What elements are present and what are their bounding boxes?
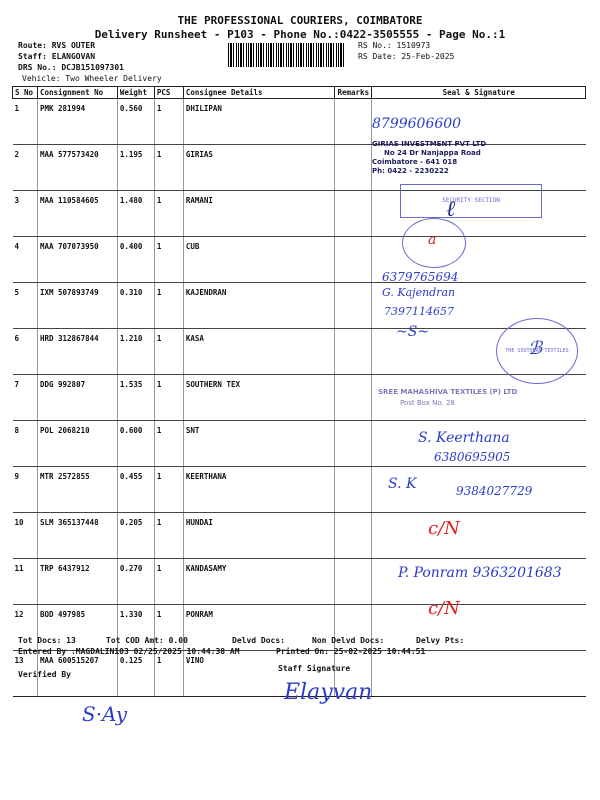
stamp-snt: SREE MAHASHIVA TEXTILES (P) LTD bbox=[378, 388, 518, 396]
cell-consignee: KEERTHANA bbox=[183, 467, 335, 513]
cell-consignee: KASA bbox=[183, 329, 335, 375]
signature-9-name: S. Keerthana bbox=[418, 430, 510, 446]
header-signature: Seal & Signature bbox=[372, 87, 586, 99]
cell-consignee: SNT bbox=[183, 421, 335, 467]
cell-consignment: DDG 992807 bbox=[37, 375, 117, 421]
signature-13: c/N bbox=[428, 598, 460, 619]
signature-7: ℬ bbox=[528, 338, 543, 359]
cell-sno: 9 bbox=[13, 467, 38, 513]
drs-no: DRS No.: DCJB151097301 bbox=[18, 63, 124, 72]
table-row bbox=[13, 99, 586, 145]
tot-cod: Tot COD Amt: 0.00 bbox=[106, 636, 188, 645]
cell-signature bbox=[372, 375, 586, 421]
rs-date: RS Date: 25-Feb-2025 bbox=[358, 52, 455, 61]
header-remarks: Remarks bbox=[335, 87, 372, 99]
cell-sno: 13 bbox=[13, 651, 38, 697]
header-weight: Weight bbox=[117, 87, 154, 99]
cell-sno: 8 bbox=[13, 421, 38, 467]
signature-3: ℓ bbox=[446, 197, 456, 222]
cell-consignment: IXM 507893749 bbox=[37, 283, 117, 329]
cell-consignment: MAA 600515207 bbox=[37, 651, 117, 697]
cell-consignment: TRP 6437912 bbox=[37, 559, 117, 605]
cell-pcs: 1 bbox=[154, 329, 183, 375]
signature-5-name: G. Kajendran bbox=[382, 286, 456, 299]
header-consignment: Consignment No bbox=[37, 87, 117, 99]
cell-pcs: 1 bbox=[154, 651, 183, 697]
cell-weight: 0.125 bbox=[117, 651, 154, 697]
cell-weight: 1.480 bbox=[117, 191, 154, 237]
header-pcs: PCS bbox=[154, 87, 183, 99]
cell-signature bbox=[372, 605, 586, 651]
signature-1: 8799606600 bbox=[372, 116, 462, 132]
table-row bbox=[13, 605, 586, 651]
signature-5-phone: 6379765694 bbox=[382, 270, 459, 284]
cell-weight: 1.210 bbox=[117, 329, 154, 375]
cell-remarks bbox=[335, 99, 372, 145]
cell-consignee: KANDASAMY bbox=[183, 559, 335, 605]
signature-11: c/N bbox=[428, 518, 460, 539]
cell-consignment: MAA 577573420 bbox=[37, 145, 117, 191]
cell-sno: 3 bbox=[13, 191, 38, 237]
cell-weight: 0.560 bbox=[117, 99, 154, 145]
printed-on: Printed On: 25-02-2025 10:44:51 bbox=[276, 647, 426, 656]
staff-signature-label: Staff Signature bbox=[278, 664, 351, 673]
signature-6-mark: ~S~ bbox=[396, 324, 430, 340]
cell-consignment: POL 2068210 bbox=[37, 421, 117, 467]
cell-pcs: 1 bbox=[154, 467, 183, 513]
table-header-row bbox=[13, 87, 586, 99]
cell-remarks bbox=[335, 145, 372, 191]
cell-remarks bbox=[335, 191, 372, 237]
signature-10-phone: 9384027729 bbox=[456, 484, 533, 498]
cell-consignee: VINO bbox=[183, 651, 335, 697]
cell-consignment: BOD 497985 bbox=[37, 605, 117, 651]
company-title: THE PROFESSIONAL COURIERS, COIMBATORE bbox=[177, 14, 423, 27]
cell-remarks bbox=[335, 559, 372, 605]
cell-sno: 1 bbox=[13, 99, 38, 145]
barcode bbox=[228, 43, 346, 67]
signature-4: a bbox=[428, 232, 437, 248]
signature-10-mark: S. K bbox=[388, 476, 417, 492]
cell-consignee: GIRIAS bbox=[183, 145, 335, 191]
staff: Staff: ELANGOVAN bbox=[18, 52, 96, 61]
round-stamp-southern: THE SOUTHERN TEXTILES bbox=[496, 318, 578, 384]
cell-remarks bbox=[335, 329, 372, 375]
cell-sno: 2 bbox=[13, 145, 38, 191]
table-row bbox=[13, 375, 586, 421]
header-sno: S No bbox=[13, 87, 38, 99]
cell-sno: 11 bbox=[13, 559, 38, 605]
cell-consignment: MAA 707073950 bbox=[37, 237, 117, 283]
cell-consignment: PMK 281994 bbox=[37, 99, 117, 145]
cell-pcs: 1 bbox=[154, 421, 183, 467]
table-row bbox=[13, 283, 586, 329]
cell-pcs: 1 bbox=[154, 605, 183, 651]
stamp-girias-line1: GIRIAS INVESTMENT PVT LTD bbox=[372, 140, 487, 148]
cell-weight: 1.535 bbox=[117, 375, 154, 421]
cell-sno: 7 bbox=[13, 375, 38, 421]
stamp-girias-line2: No 24 Dr Nanjappa Road bbox=[384, 149, 481, 157]
cell-consignee: CUB bbox=[183, 237, 335, 283]
cell-signature bbox=[372, 513, 586, 559]
tot-docs: Tot Docs: 13 bbox=[18, 636, 76, 645]
signature-9-phone: 6380695905 bbox=[434, 450, 511, 464]
cell-weight: 1.195 bbox=[117, 145, 154, 191]
cell-consignment: MTR 2572855 bbox=[37, 467, 117, 513]
cell-weight: 0.310 bbox=[117, 283, 154, 329]
cell-pcs: 1 bbox=[154, 283, 183, 329]
cell-pcs: 1 bbox=[154, 237, 183, 283]
security-stamp: SECURITY SECTION bbox=[400, 184, 542, 218]
delvd-docs: Delvd Docs: bbox=[232, 636, 285, 645]
entered-by: Entered By :MAGDALIN103 02/25/2025 10:44:38 AM bbox=[18, 647, 240, 656]
cell-remarks bbox=[335, 513, 372, 559]
cell-remarks bbox=[335, 421, 372, 467]
cell-signature bbox=[372, 651, 586, 697]
cell-consignee: PONRAM bbox=[183, 605, 335, 651]
cell-sno: 12 bbox=[13, 605, 38, 651]
cell-consignee: SOUTHERN TEX bbox=[183, 375, 335, 421]
cell-weight: 0.455 bbox=[117, 467, 154, 513]
cell-weight: 0.400 bbox=[117, 237, 154, 283]
staff-signature: Elayvan bbox=[284, 680, 373, 705]
signature-12: P. Ponram 9363201683 bbox=[398, 565, 562, 581]
cell-weight: 0.205 bbox=[117, 513, 154, 559]
cell-sno: 4 bbox=[13, 237, 38, 283]
header-consignee: Consignee Details bbox=[183, 87, 335, 99]
stamp-snt-line2: Post Box No. 28 bbox=[400, 399, 455, 407]
stamp-girias-line3: Coimbatore - 641 018 bbox=[372, 158, 458, 166]
signature-6: 7397114657 bbox=[384, 305, 454, 318]
cell-consignee: KAJENDRAN bbox=[183, 283, 335, 329]
cell-sno: 6 bbox=[13, 329, 38, 375]
table-row bbox=[13, 513, 586, 559]
cell-pcs: 1 bbox=[154, 145, 183, 191]
route: Route: RVS OUTER bbox=[18, 41, 96, 50]
cell-pcs: 1 bbox=[154, 191, 183, 237]
vehicle: Vehicle: Two Wheeler Delivery bbox=[22, 74, 162, 83]
cell-consignee: RAMANI bbox=[183, 191, 335, 237]
cell-remarks bbox=[335, 237, 372, 283]
cell-remarks bbox=[335, 375, 372, 421]
table-row bbox=[13, 237, 586, 283]
cell-remarks bbox=[335, 283, 372, 329]
cell-consignee: DHILIPAN bbox=[183, 99, 335, 145]
runsheet-subtitle: Delivery Runsheet - P103 - Phone No.:0422-3505555 - Page No.:1 bbox=[94, 28, 506, 41]
cell-sno: 10 bbox=[13, 513, 38, 559]
cell-pcs: 1 bbox=[154, 559, 183, 605]
stamp-girias-line4: Ph: 0422 - 2230222 bbox=[372, 167, 449, 175]
cell-weight: 1.330 bbox=[117, 605, 154, 651]
cell-consignment: SLM 365137448 bbox=[37, 513, 117, 559]
cell-sno: 5 bbox=[13, 283, 38, 329]
cell-weight: 0.270 bbox=[117, 559, 154, 605]
cell-consignment: HRD 312867844 bbox=[37, 329, 117, 375]
cell-pcs: 1 bbox=[154, 513, 183, 559]
delvy-pts: Delvy Pts: bbox=[416, 636, 465, 645]
verified-by: Verified By bbox=[18, 670, 71, 679]
cell-remarks bbox=[335, 467, 372, 513]
stamp-girias bbox=[372, 140, 486, 176]
rs-no: RS No.: 1510973 bbox=[358, 41, 431, 50]
verifier-signature: S·Ay bbox=[82, 702, 127, 726]
cell-consignee: HUNDAI bbox=[183, 513, 335, 559]
cell-pcs: 1 bbox=[154, 375, 183, 421]
cell-weight: 0.600 bbox=[117, 421, 154, 467]
cell-pcs: 1 bbox=[154, 99, 183, 145]
non-delvd-docs: Non Delvd Docs: bbox=[312, 636, 385, 645]
cell-consignment: MAA 110584605 bbox=[37, 191, 117, 237]
